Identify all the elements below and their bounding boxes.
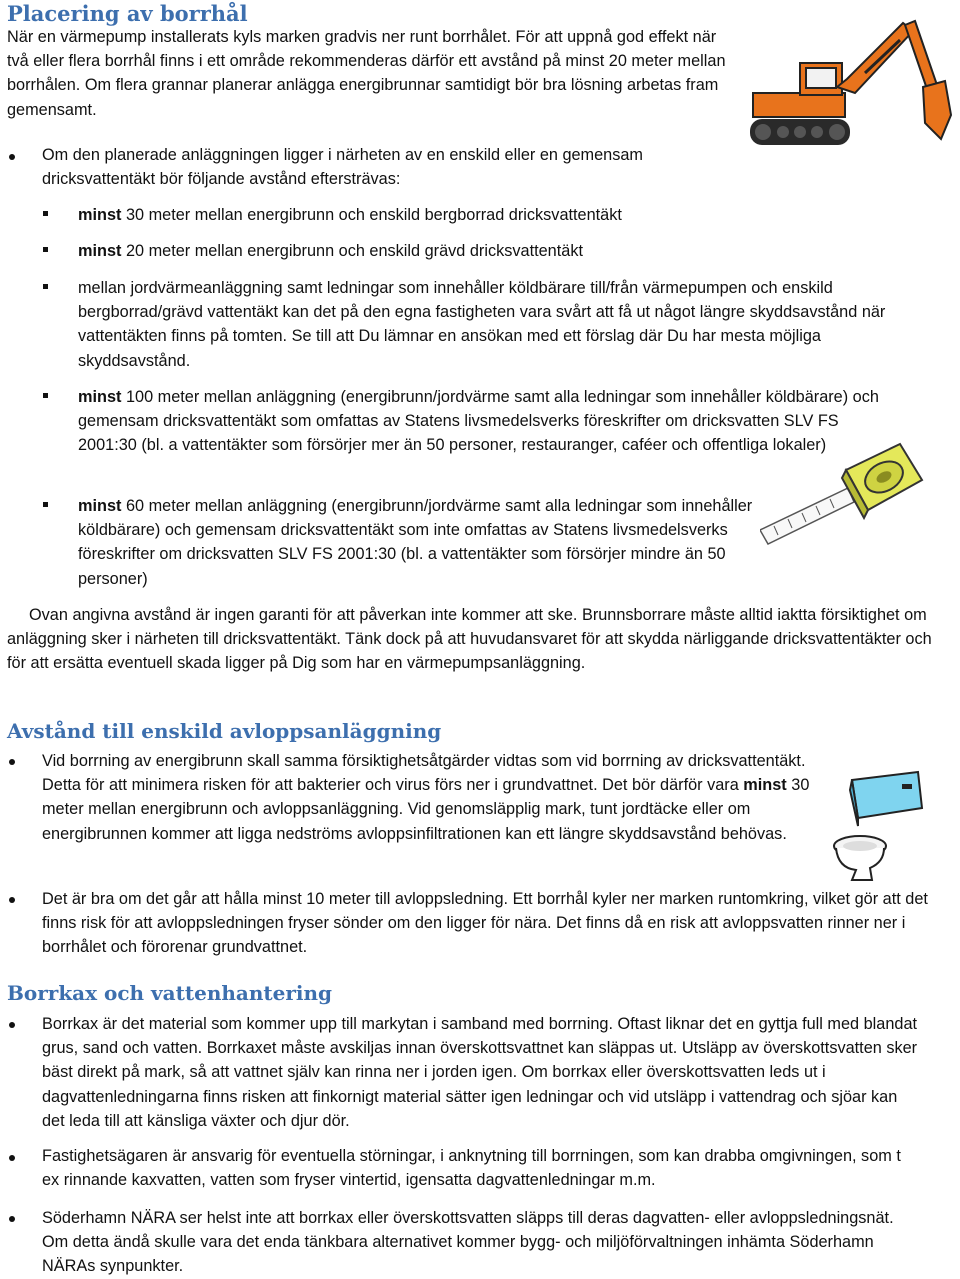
sub-item: minst 60 meter mellan anläggning (energibrunn/jordvärme samt alla ledningar som innehåller köldbärare) och gemensam dricksvattentäkt som inte omfattas av Statens livsmedelsverks föreskrifter om dricksvatten SLV FS 2001:30 (bl. a vattentäkter som försörjer mindre än 50 personer) <box>78 497 753 588</box>
excavator-icon <box>745 15 955 150</box>
bullet-marker <box>9 1216 15 1222</box>
borrkax-bullet-2: Fastighetsägaren är ansvarig för eventuella störningar, i anknytning till borrningen, som kan drabba omgivningen, som t ex rinnande kaxvatten, vatten som fryser vintertid, igensatta dagvattenledningar m.m. <box>42 1147 901 1190</box>
tape-measure-icon <box>760 440 930 545</box>
closing-paragraph: Ovan angivna avstånd är ingen garanti för att påverkan inte kommer att ske. Brunnsborrare måste alltid iaktta försiktighet om anläggning sker i närheten till dricksvattentäkt. Tänk dock på att huvudansvaret för att skydda närliggande dricksvattentäkter och för att ersätta eventuell skada ligger på Dig som har en värmepumpsanläggning. <box>7 606 932 673</box>
sub-item: minst 20 meter mellan energibrunn och enskild grävd dricksvattentäkt <box>78 242 583 260</box>
section-title-borrkax: Borrkax och vattenhantering <box>7 981 333 1005</box>
avlopp-bullet-2: Det är bra om det går att hålla minst 10 meter till avloppsledning. Ett borrhål kyler ner marken runtomkring, vilket gör att det finns risk för att avloppsledningen fryser sönder om den ligger för nära. Det finns då en risk att avloppsvatten rinner ner i borrhålet och förorenar grundvattnet. <box>42 890 928 957</box>
sub-bullet-marker <box>43 393 48 398</box>
distance-bullet: Om den planerade anläggningen ligger i närheten av en enskild eller en gemensam dricksvattentäkt bör följande avstånd eftersträvas: <box>42 146 643 189</box>
toilet-icon <box>822 768 937 883</box>
sub-item: minst 30 meter mellan energibrunn och enskild bergborrad dricksvattentäkt <box>78 206 622 224</box>
avlopp-bullet-1: Vid borrning av energibrunn skall samma försiktighetsåtgärder vidtas som vid borrning av dricksvattentäkt. Detta för att minimera risken för att bakterier och virus förs ner i grundvattnet. Det bör därför vara minst 30 meter mellan energibrunn och avloppsanläggning. Vid genomsläpplig mark, tunt jordtäcke eller om energibrunnen kommer att ligga nedströms avloppsinfiltrationen kan ett längre skyddsavstånd behövas. <box>42 752 810 843</box>
bullet-marker <box>9 759 15 765</box>
bullet-marker <box>9 897 15 903</box>
bullet-marker <box>9 1155 15 1161</box>
section-title-avlopp: Avstånd till enskild avloppsanläggning <box>7 719 442 743</box>
bullet-marker <box>9 1022 15 1028</box>
sub-bullet-marker <box>43 211 48 216</box>
bullet-marker <box>9 154 15 160</box>
sub-bullet-marker <box>43 502 48 507</box>
sub-bullet-marker <box>43 284 48 289</box>
section-title-placering: Placering av borrhål <box>7 1 248 26</box>
sub-bullet-marker <box>43 247 48 252</box>
borrkax-bullet-1: Borrkax är det material som kommer upp till markytan i samband med borrning. Oftast liknar det en gyttja full med blandat grus, sand och vatten. Borrkaxet måste avskiljas innan överskottsvattnet kan släppas ut. Utsläpp av överskottsvatten sker bäst direkt på mark, så att vattnet själv kan rinna ner i jorden igen. Om borrkax eller överskottsvatten leds ut i dagvattenledningarna finns risken att finkornigt material sätter igen ledningar och vid utsläpp i vattendrag och sjöar kan det leda till att känsliga växter och djur dör. <box>42 1015 918 1130</box>
intro-paragraph: När en värmepump installerats kyls marken gradvis ner runt borrhålet. För att uppnå god effekt när två eller flera borrhål finns i ett område rekommenderas därför ett avstånd på minst 20 meter mellan borrhålen. Om flera grannar planerar anlägga energibrunnar samtidigt bör bra lösning arbetas fram gemensamt. <box>7 28 726 119</box>
borrkax-bullet-3: Söderhamn NÄRA ser helst inte att borrkax eller överskottsvatten släpps till deras dagvatten- eller avloppsledningsnät. Om detta ändå skulle vara det enda tänkbara alternativet kommer bygg- och miljöförvaltningen inhämta Söderhamn NÄRAs synpunkter. <box>42 1209 894 1276</box>
sub-item: minst 100 meter mellan anläggning (energibrunn/jordvärme samt alla ledningar som innehåller köldbärare) och gemensam dricksvattentäkt som omfattas av Statens livsmedelsverks föreskrifter om dricksvatten SLV FS 2001:30 (bl. a vattentäkter som försörjer mer än 50 personer, restauranger, caféer och offentliga lokaler) <box>78 388 879 455</box>
sub-item: mellan jordvärmeanläggning samt ledningar som innehåller köldbärare till/från värmepumpen och enskild bergborrad/grävd vattentäkt kan det på den egna fastigheten vara svårt att få ut något längre skyddsavstånd när vattentäkten finns på tomten. Se till att Du lämnar en ansökan med ett förslag där Du har mesta möjliga skyddsavstånd. <box>78 279 886 370</box>
